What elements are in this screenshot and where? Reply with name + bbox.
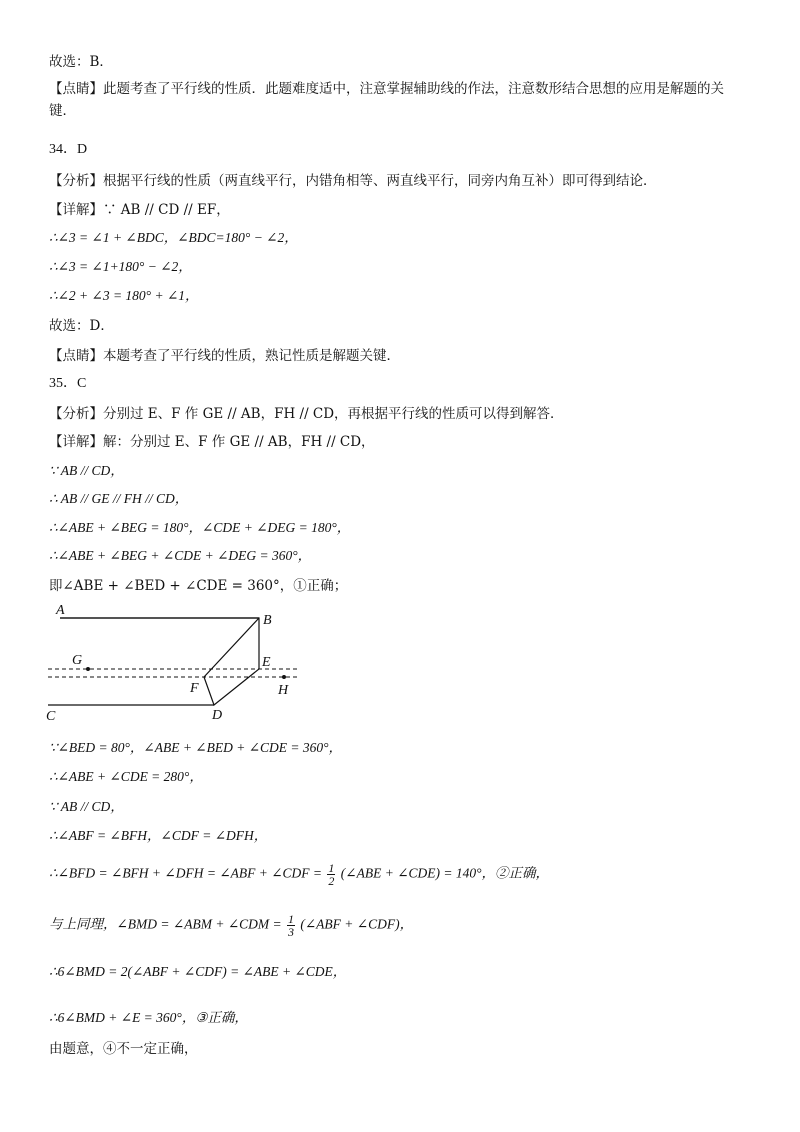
math-line: ∴∠3 = ∠1+180° − ∠2，: [49, 259, 192, 274]
label-g: G: [72, 653, 83, 668]
numerator: 1: [328, 861, 335, 875]
text-line: 【详解】∵ AB // CD // EF，: [49, 202, 230, 218]
text-line: 即∠ABE + ∠BED + ∠CDE = 360°，①正确；: [49, 578, 348, 594]
text-line: 【分析】根据平行线的性质（两直线平行，内错角相等、两直线平行，同旁内角互补）即可得到结论．: [49, 173, 657, 189]
text-line: 【点睛】此题考查了平行线的性质．此题难度适中，注意掌握辅助线的作法，注意数形结合思想的应用是解题的关键．: [49, 81, 724, 119]
label-e: E: [262, 655, 271, 670]
geometry-figure: [44, 604, 314, 724]
denominator: 2: [328, 874, 335, 888]
segments: [60, 618, 259, 705]
math-line: ∵ AB // CD，: [49, 799, 124, 814]
question-number: 34．D: [49, 142, 88, 157]
point-h: [282, 675, 286, 679]
math-line-fraction: [49, 913, 413, 938]
text-line: 【点睛】本题考查了平行线的性质，熟记性质是解题关键．: [49, 348, 400, 364]
expr-left: 与上同理，∠BMD = ∠ABM + ∠CDM =: [49, 916, 282, 932]
label-b: B: [263, 613, 272, 628]
text-line: 【详解】解：分别过 E、F 作 GE // AB，FH // CD，: [49, 434, 375, 450]
expr-right: (∠ABE + ∠CDE) = 140°，②正确，: [340, 865, 550, 881]
math-line: ∴∠ABE + ∠CDE = 280°，: [49, 769, 203, 784]
denominator: 3: [288, 925, 294, 939]
math-line: ∴6∠BMD = 2(∠ABF + ∠CDF) = ∠ABE + ∠CDE，: [49, 964, 347, 979]
text-line: 【分析】分别过 E、F 作 GE // AB，FH // CD，再根据平行线的性质可以得到解答．: [49, 406, 564, 422]
numerator: 1: [288, 912, 294, 926]
fraction-half: [327, 862, 335, 887]
question-number: 35．C: [49, 376, 87, 391]
math-line: ∵∠BED = 80°，∠ABE + ∠BED + ∠CDE = 360°，: [49, 740, 343, 755]
expr-right: (∠ABF + ∠CDF)，: [300, 916, 414, 932]
math-line: ∴6∠BMD + ∠E = 360°，③正确，: [49, 1010, 248, 1025]
label-h: H: [278, 683, 289, 698]
math-line: ∴∠2 + ∠3 = 180° + ∠1，: [49, 288, 199, 303]
label-f: F: [190, 681, 199, 696]
math-line: ∴∠ABE + ∠BEG + ∠CDE + ∠DEG = 360°，: [49, 548, 312, 563]
point-g: [86, 667, 90, 671]
text-line: 故选：D．: [49, 318, 114, 334]
fraction-third: [287, 913, 295, 938]
expr-left: ∴∠BFD = ∠BFH + ∠DFH = ∠ABF + ∠CDF =: [49, 865, 323, 881]
text-line: 故选：B．: [49, 54, 113, 70]
math-line: ∴∠3 = ∠1 + ∠BDC，∠BDC=180° − ∠2，: [49, 230, 298, 245]
label-d: D: [212, 708, 223, 723]
math-line: ∵ AB // CD，: [49, 463, 124, 478]
math-line-fraction: [49, 862, 549, 887]
label-a: A: [56, 604, 65, 618]
text-line: 由题意，④不一定正确，: [49, 1041, 198, 1057]
label-c: C: [46, 709, 56, 724]
math-line: ∴∠ABE + ∠BEG = 180°，∠CDE + ∠DEG = 180°，: [49, 520, 351, 535]
math-line: ∴ AB // GE // FH // CD，: [49, 491, 189, 506]
math-line: ∴∠ABF = ∠BFH，∠CDF = ∠DFH，: [49, 828, 268, 843]
